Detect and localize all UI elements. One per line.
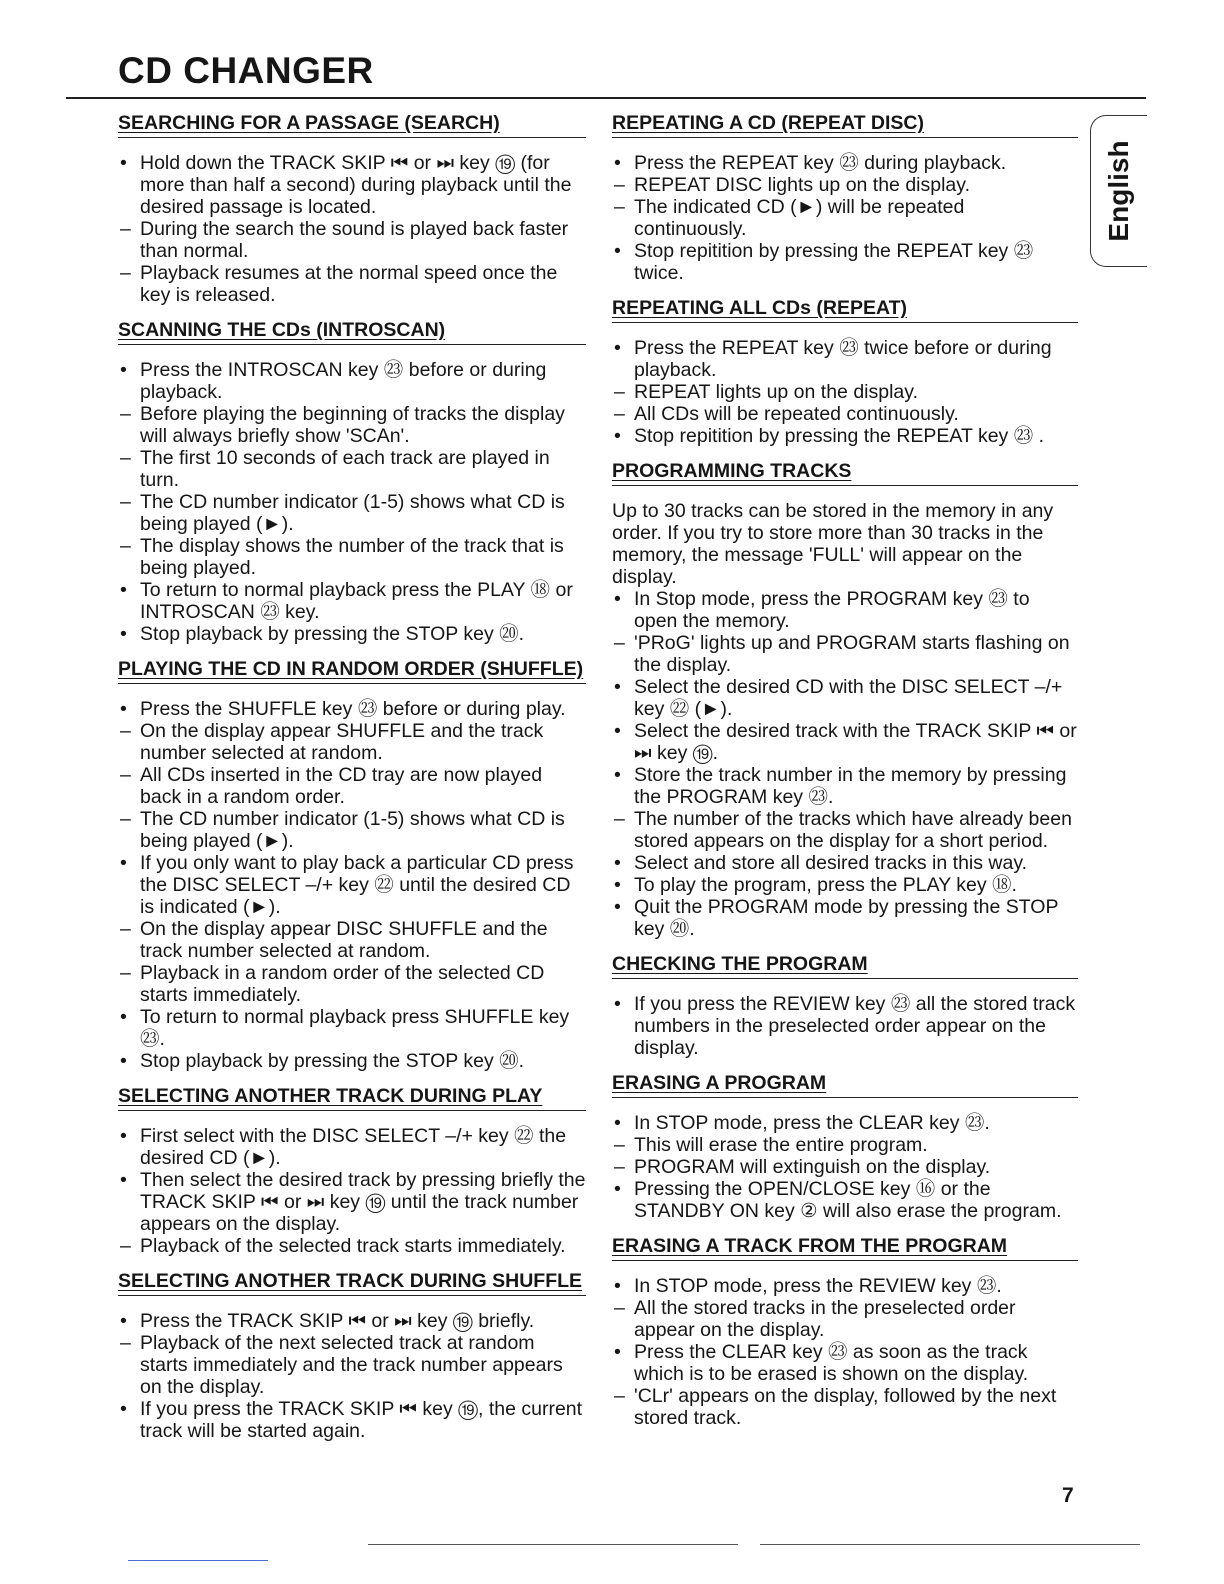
instruction-step: • Hold down the TRACK SKIP ⏮ or ⏭ key ⑲ (for more than half a second) during playback until the desired passage is located. xyxy=(118,152,586,218)
section-selecting-another-track-during-shuffle xyxy=(118,1270,586,1442)
instruction-step: • Press the REPEAT key ㉓ twice before or during playback. xyxy=(612,337,1078,381)
instruction-result: – On the display appear SHUFFLE and the track number selected at random. xyxy=(118,720,586,764)
instruction-step: • To return to normal playback press SHUFFLE key ㉓. xyxy=(118,1006,586,1050)
scan-artifact-line xyxy=(760,1544,1140,1545)
section-heading: CHECKING THE PROGRAM xyxy=(612,953,1078,979)
instruction-step: • Store the track number in the memory by pressing the PROGRAM key ㉓. xyxy=(612,764,1078,808)
instruction-result: – The display shows the number of the track that is being played. xyxy=(118,535,586,579)
instruction-result: – Playback in a random order of the selected CD starts immediately. xyxy=(118,962,586,1006)
instruction-list xyxy=(612,1275,1078,1429)
instruction-result: – The CD number indicator (1-5) shows what CD is being played (►). xyxy=(118,491,586,535)
instruction-list xyxy=(118,152,586,306)
instruction-step: • To return to normal playback press the PLAY ⑱ or INTROSCAN ㉓ key. xyxy=(118,579,586,623)
instruction-result: – All CDs inserted in the CD tray are now played back in a random order. xyxy=(118,764,586,808)
instruction-step: • If you press the TRACK SKIP ⏮ key ⑲, the current track will be started again. xyxy=(118,1398,586,1442)
instruction-step: • Press the REPEAT key ㉓ during playback. xyxy=(612,152,1078,174)
instruction-step: • Press the SHUFFLE key ㉓ before or during play. xyxy=(118,698,586,720)
instruction-step: • Select the desired track with the TRACK SKIP ⏮ or ⏭ key ⑲. xyxy=(612,720,1078,764)
instruction-list xyxy=(118,698,586,1072)
instruction-step: • Then select the desired track by pressing briefly the TRACK SKIP ⏮ or ⏭ key ⑲ until the track number appears on the display. xyxy=(118,1169,586,1235)
instruction-result: – 'PRoG' lights up and PROGRAM starts flashing on the display. xyxy=(612,632,1078,676)
instruction-result: – All the stored tracks in the preselected order appear on the display. xyxy=(612,1297,1078,1341)
instruction-step: • In STOP mode, press the CLEAR key ㉓. xyxy=(612,1112,1078,1134)
section-heading: SELECTING ANOTHER TRACK DURING SHUFFLE xyxy=(118,1270,586,1296)
section-heading: SELECTING ANOTHER TRACK DURING PLAY xyxy=(118,1085,586,1111)
instruction-result: – The first 10 seconds of each track are played in turn. xyxy=(118,447,586,491)
instruction-step: • Stop playback by pressing the STOP key ⑳. xyxy=(118,623,586,645)
section-heading: ERASING A PROGRAM xyxy=(612,1072,1078,1098)
section-repeating-a-cd-repeat-disc xyxy=(612,112,1078,284)
instruction-list xyxy=(612,152,1078,284)
instruction-step: • Press the TRACK SKIP ⏮ or ⏭ key ⑲ briefly. xyxy=(118,1310,586,1332)
instruction-list xyxy=(118,359,586,645)
instruction-result: – 'CLr' appears on the display, followed by the next stored track. xyxy=(612,1385,1078,1429)
scan-artifact-line xyxy=(368,1544,738,1545)
page-title: CD CHANGER xyxy=(118,50,374,91)
section-repeating-all-cds-repeat xyxy=(612,297,1078,447)
instruction-result: – During the search the sound is played back faster than normal. xyxy=(118,218,586,262)
instruction-step: • In Stop mode, press the PROGRAM key ㉓ to open the memory. xyxy=(612,588,1078,632)
instruction-result: – PROGRAM will extinguish on the display. xyxy=(612,1156,1078,1178)
section-selecting-another-track-during-play xyxy=(118,1085,586,1257)
instruction-result: – REPEAT DISC lights up on the display. xyxy=(612,174,1078,196)
section-intro: Up to 30 tracks can be stored in the memory in any order. If you try to store more than 30 tracks in the memory, the message 'FULL' will appear on the display. xyxy=(612,500,1054,588)
language-tab xyxy=(1090,115,1147,267)
section-checking-the-program xyxy=(612,953,1078,1059)
section-heading: REPEATING ALL CDs (REPEAT) xyxy=(612,297,1078,323)
instruction-step: • Press the INTROSCAN key ㉓ before or during playback. xyxy=(118,359,586,403)
instruction-list xyxy=(118,1125,586,1257)
section-programming-tracks xyxy=(612,460,1078,940)
scan-artifact-line xyxy=(128,1560,268,1561)
instruction-list xyxy=(612,1112,1078,1222)
section-scanning-the-cds-introscan xyxy=(118,319,586,645)
instruction-result: – On the display appear DISC SHUFFLE and the track number selected at random. xyxy=(118,918,586,962)
section-erasing-a-track-from-the-program xyxy=(612,1235,1078,1429)
instruction-step: • Pressing the OPEN/CLOSE key ⑯ or the STANDBY ON key ② will also erase the program. xyxy=(612,1178,1078,1222)
instruction-list xyxy=(612,993,1078,1059)
instruction-result: – Before playing the beginning of tracks the display will always briefly show 'SCAn'. xyxy=(118,403,586,447)
section-heading: SEARCHING FOR A PASSAGE (SEARCH) xyxy=(118,112,586,138)
left-column xyxy=(118,112,586,1442)
instruction-result: – The indicated CD (►) will be repeated continuously. xyxy=(612,196,1078,240)
instruction-list xyxy=(612,337,1078,447)
section-searching-for-a-passage-search xyxy=(118,112,586,306)
instruction-step: • First select with the DISC SELECT –/+ key ㉒ the desired CD (►). xyxy=(118,1125,586,1169)
section-erasing-a-program xyxy=(612,1072,1078,1222)
instruction-step: • To play the program, press the PLAY key ⑱. xyxy=(612,874,1078,896)
instruction-result: – The CD number indicator (1-5) shows what CD is being played (►). xyxy=(118,808,586,852)
section-heading: ERASING A TRACK FROM THE PROGRAM xyxy=(612,1235,1078,1261)
instruction-result: – REPEAT lights up on the display. xyxy=(612,381,1078,403)
title-rule xyxy=(66,97,1146,99)
instruction-result: – All CDs will be repeated continuously. xyxy=(612,403,1078,425)
instruction-step: • Select and store all desired tracks in this way. xyxy=(612,852,1078,874)
page-number: 7 xyxy=(1062,1484,1074,1507)
section-heading: PLAYING THE CD IN RANDOM ORDER (SHUFFLE) xyxy=(118,658,586,684)
right-column xyxy=(612,112,1078,1429)
section-heading: REPEATING A CD (REPEAT DISC) xyxy=(612,112,1078,138)
instruction-step: • Quit the PROGRAM mode by pressing the STOP key ⑳. xyxy=(612,896,1078,940)
instruction-step: • Stop playback by pressing the STOP key ⑳. xyxy=(118,1050,586,1072)
language-tab-label: English xyxy=(1103,140,1134,242)
instruction-step: • If you only want to play back a particular CD press the DISC SELECT –/+ key ㉒ until the desired CD is indicated (►). xyxy=(118,852,586,918)
instruction-step: • Select the desired CD with the DISC SELECT –/+ key ㉒ (►). xyxy=(612,676,1078,720)
instruction-step: • If you press the REVIEW key ㉓ all the stored track numbers in the preselected order appear on the display. xyxy=(612,993,1078,1059)
section-playing-the-cd-in-random-order-shuffle xyxy=(118,658,586,1072)
instruction-result: – This will erase the entire program. xyxy=(612,1134,1078,1156)
instruction-step: • Press the CLEAR key ㉓ as soon as the track which is to be erased is shown on the display. xyxy=(612,1341,1078,1385)
section-heading: PROGRAMMING TRACKS xyxy=(612,460,1078,486)
instruction-result: – Playback of the next selected track at random starts immediately and the track number appears on the display. xyxy=(118,1332,586,1398)
section-heading: SCANNING THE CDs (INTROSCAN) xyxy=(118,319,586,345)
instruction-list xyxy=(612,588,1078,940)
instruction-list xyxy=(118,1310,586,1442)
instruction-step: • Stop repitition by pressing the REPEAT key ㉓ . xyxy=(612,425,1078,447)
instruction-step: • Stop repitition by pressing the REPEAT key ㉓ twice. xyxy=(612,240,1078,284)
instruction-result: – The number of the tracks which have already been stored appears on the display for a short period. xyxy=(612,808,1078,852)
instruction-result: – Playback resumes at the normal speed once the key is released. xyxy=(118,262,586,306)
instruction-result: – Playback of the selected track starts immediately. xyxy=(118,1235,586,1257)
instruction-step: • In STOP mode, press the REVIEW key ㉓. xyxy=(612,1275,1078,1297)
